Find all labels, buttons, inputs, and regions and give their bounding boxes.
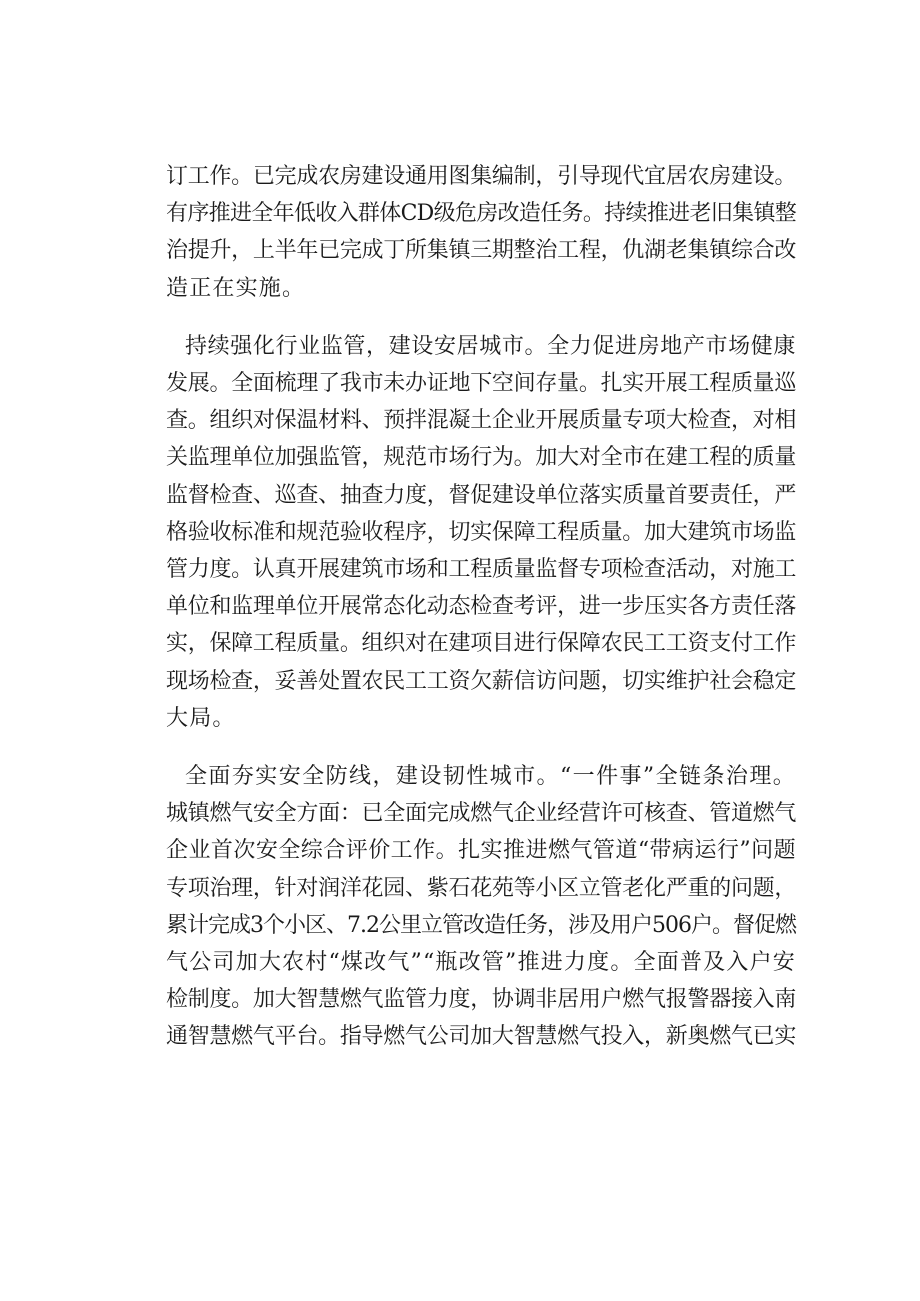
text-line: 通智慧燃气平台。指导燃气公司加大智慧燃气投入，新奥燃气已实 xyxy=(166,1024,796,1050)
paragraph-safety-resilience xyxy=(166,758,796,1056)
text-line: 现场检查，妥善处置农民工工资欠薪信访问题，切实维护社会稳定 xyxy=(166,668,796,694)
text-line: 单位和监理单位开展常态化动态检查考评，进一步压实各方责任落 xyxy=(166,594,796,620)
text-line: 关监理单位加强监管，规范市场行为。加大对全市在建工程的质量 xyxy=(166,445,796,471)
paragraph-gap xyxy=(166,737,796,758)
text-line: 专项治理，针对润洋花园、紫石花苑等小区立管老化严重的问题， xyxy=(166,875,796,901)
text-line: 大局。 xyxy=(166,705,236,731)
text-line: 累计完成3个小区、7.2公里立管改造任务，涉及用户506户。督促燃 xyxy=(166,912,796,938)
text-line: 企业首次安全综合评价工作。扎实推进燃气管道“带病运行”问题 xyxy=(166,838,796,864)
text-line: 气公司加大农村“煤改气”“瓶改管”推进力度。全面普及入户安 xyxy=(166,950,796,976)
document-body xyxy=(166,158,796,1056)
text-line: 查。组织对保温材料、预拌混凝土企业开展质量专项大检查，对相 xyxy=(166,408,796,434)
paragraph-industry-supervision xyxy=(166,328,796,737)
text-line: 实，保障工程质量。组织对在建项目进行保障农民工工资支付工作 xyxy=(166,631,796,657)
text-line: 格验收标准和规范验收程序，切实保障工程质量。加大建筑市场监 xyxy=(166,519,796,545)
text-line: 治提升，上半年已完成丁所集镇三期整治工程，仇湖老集镇综合改 xyxy=(166,238,796,264)
text-line: 发展。全面梳理了我市未办证地下空间存量。扎实开展工程质量巡 xyxy=(166,371,796,397)
text-line: 持续强化行业监管，建设安居城市。全力促进房地产市场健康 xyxy=(185,333,796,359)
text-line: 城镇燃气安全方面：已全面完成燃气企业经营许可核查、管道燃气 xyxy=(166,801,796,827)
text-line: 订工作。已完成农房建设通用图集编制，引导现代宜居农房建设。 xyxy=(166,164,796,189)
paragraph-gap xyxy=(166,307,796,328)
text-line: 有序推进全年低收入群体CD级危房改造任务。持续推进老旧集镇整 xyxy=(166,201,796,227)
paragraph-rural-housing xyxy=(166,158,796,307)
text-line: 造正在实施。 xyxy=(166,275,306,301)
text-line: 全面夯实安全防线，建设韧性城市。“一件事”全链条治理。 xyxy=(185,764,796,790)
text-line: 检制度。加大智慧燃气监管力度，协调非居用户燃气报警器接入南 xyxy=(166,987,796,1013)
text-line: 监督检查、巡查、抽查力度，督促建设单位落实质量首要责任，严 xyxy=(166,482,796,508)
text-line: 管力度。认真开展建筑市场和工程质量监督专项检查活动，对施工 xyxy=(166,557,796,583)
